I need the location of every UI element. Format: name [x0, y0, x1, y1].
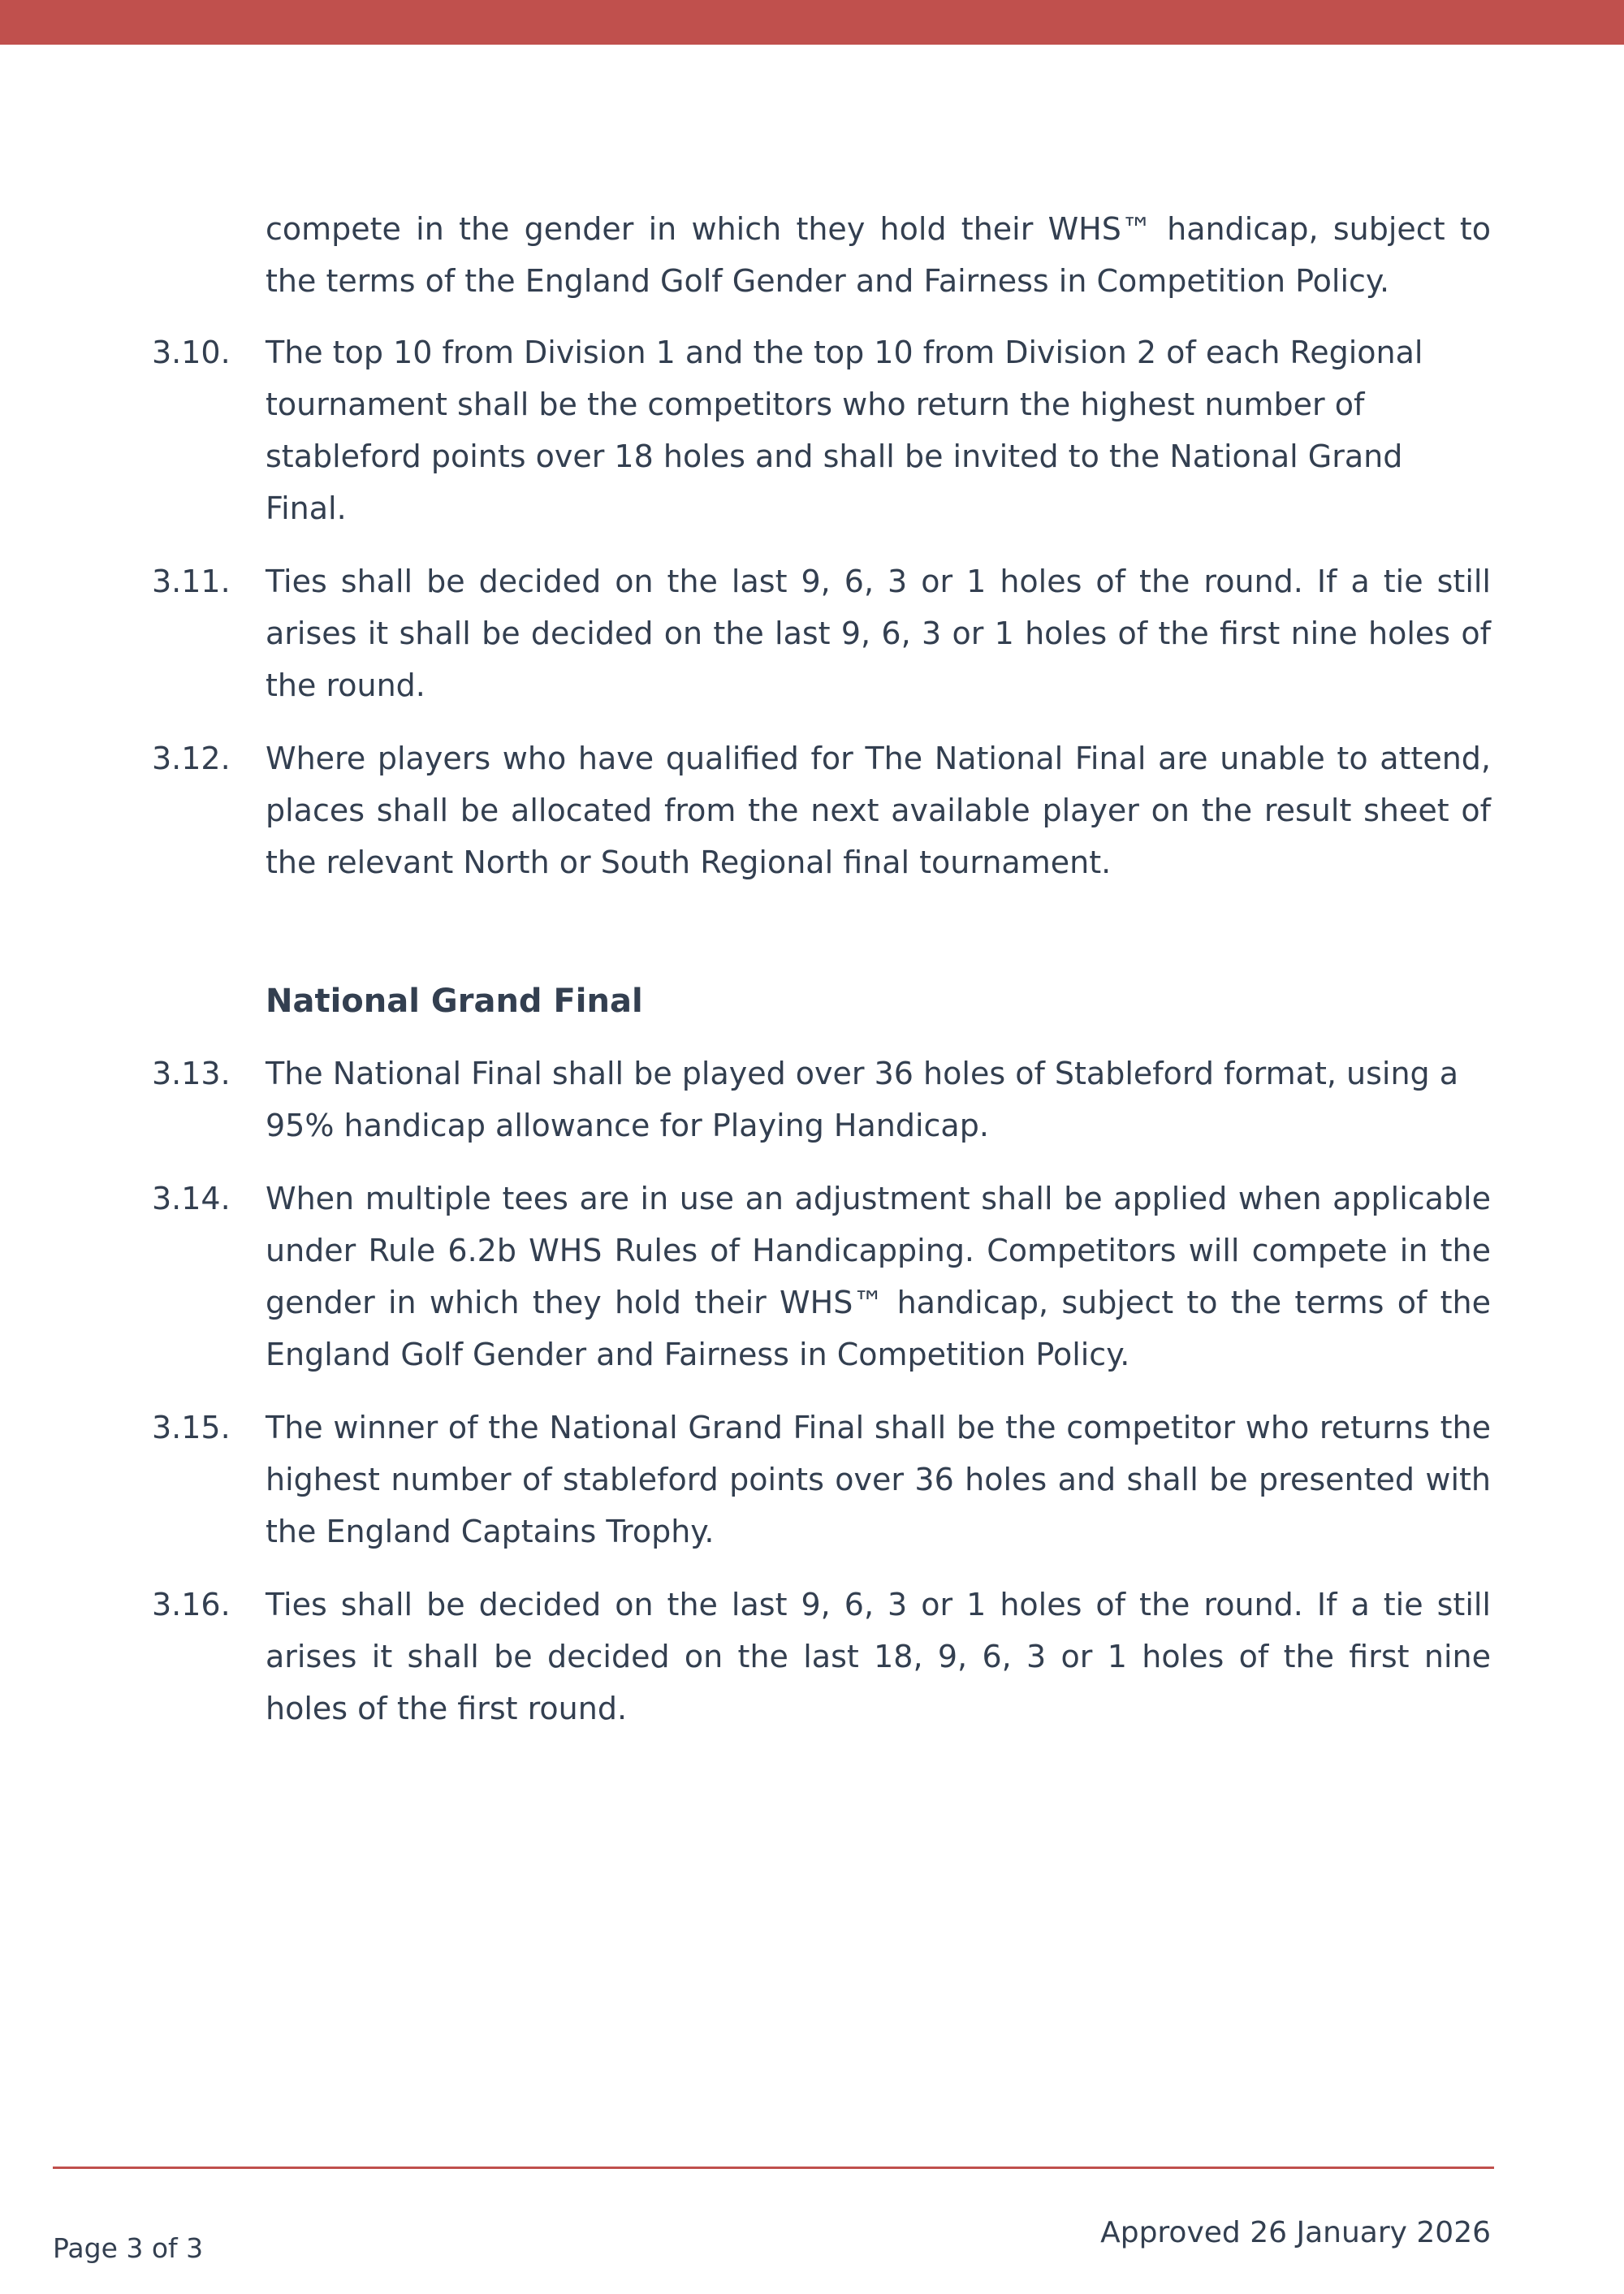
clause-number: 3.13.: [152, 1056, 231, 1091]
document-body: [152, 203, 1491, 1756]
clause-number: 3.15.: [152, 1410, 231, 1445]
clause-number: 3.14.: [152, 1181, 231, 1216]
clause-text: Ties shall be decided on the last 9, 6, 3 or 1 holes of the round. If a tie still arises it shall be decided on the last 18, 9, 6, 3 or 1 holes of the first nine holes of the first round.: [266, 1587, 1491, 1726]
clause-item: [152, 1402, 1491, 1557]
clause-item: [152, 1579, 1491, 1735]
approval-date: Approved 26 January 2026: [1100, 2216, 1491, 2249]
clause-item: [152, 326, 1491, 534]
clause-item: [152, 555, 1491, 711]
page-number: Page 3 of 3: [53, 2232, 204, 2264]
clause-text: Where players who have qualified for The National Final are unable to attend, places shall be allocated from the next available player on the result sheet of the relevant North or South Regional final tournament.: [266, 741, 1491, 880]
clause-text: The National Final shall be played over 36 holes of Stableford format, using a 95% handicap allowance for Playing Handicap.: [266, 1056, 1459, 1143]
clause-text: The top 10 from Division 1 and the top 10 from Division 2 of each Regional tournament shall be the competitors who return the highest number of stableford points over 18 holes and shall be invited to the National Grand Final.: [266, 335, 1423, 526]
clause-number: 3.10.: [152, 335, 231, 370]
clause-number: 3.11.: [152, 564, 231, 599]
clause-number: 3.16.: [152, 1587, 231, 1622]
clause-item: [152, 732, 1491, 888]
clause-text: When multiple tees are in use an adjustment shall be applied when applicable under Rule 6.2b WHS Rules of Handicapping. Competitors will compete in the gender in which they hold their WHS™ handicap, subject to the terms of the England Golf Gender and Fairness in Competition Policy.: [266, 1181, 1491, 1372]
clause-item: [152, 1048, 1491, 1151]
clause-item: [152, 1173, 1491, 1380]
footer-rule: [53, 2167, 1494, 2169]
intro-paragraph: compete in the gender in which they hold their WHS™ handicap, subject to the terms of the England Golf Gender and Fairness in Competition Policy.: [266, 211, 1491, 299]
top-accent-bar: [0, 0, 1624, 45]
clause-text: Ties shall be decided on the last 9, 6, 3 or 1 holes of the round. If a tie still arises it shall be decided on the last 9, 6, 3 or 1 holes of the first nine holes of the round.: [266, 564, 1491, 703]
section-heading: National Grand Final: [266, 983, 643, 1020]
clause-text: The winner of the National Grand Final shall be the competitor who returns the highest number of stableford points over 36 holes and shall be presented with the England Captains Trophy.: [266, 1410, 1491, 1549]
clause-number: 3.12.: [152, 741, 231, 776]
